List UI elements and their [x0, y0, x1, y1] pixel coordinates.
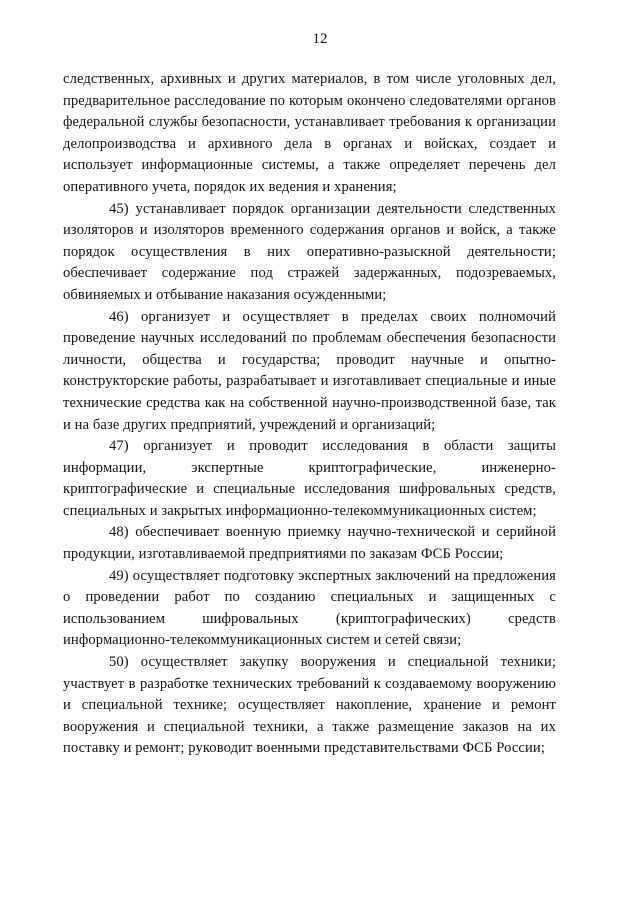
- paragraph-item-46: 46) организует и осуществляет в пределах своих полномочий проведение научных исследований по проблемам обеспечения безопасности личности, общества и государства; проводит научные и опытно-конструкторские работы, разрабатывает и изготавливает специальные и иные технические средства как на собственной научно-производственной базе, так и на базе других предприятий, учреждений и организаций;: [63, 308, 556, 433]
- paragraph-continuation: следственных, архивных и других материалов, в том числе уголовных дел, предварительное расследование по которым окончено следователями органов федеральной службы безопасности, устанавливает требования к организации делопроизводства и архивного дела в органах и войсках, создает и использует информационные системы, а также определяет перечень дел оперативного учета, порядок их ведения и хранения;: [63, 71, 556, 195]
- paragraph-item-49: 49) осуществляет подготовку экспертных заключений на предложения о проведении работ по созданию специальных и защищенных с использованием шифровальных (криптографических) средств информационно-телекоммуникационных систем и сетей связи;: [63, 567, 556, 649]
- page-number: 12: [312, 31, 328, 47]
- paragraph-item-45: 45) устанавливает порядок организации деятельности следственных изоляторов и изоляторов временного содержания органов и войск, а также порядок осуществления в них оперативно-разыскной деятельности; обеспечивает содержание под стражей задержанных, подозреваемых, обвиняемых и отбывание наказания осужденными;: [63, 200, 556, 303]
- document-body: [63, 69, 556, 760]
- paragraph-item-50: 50) осуществляет закупку вооружения и специальной техники; участвует в разработке технических требований к создаваемому вооружению и специальной технике; осуществляет накопление, хранение и ремонт вооружения и специальной техники, а также размещение заказов на их поставку и ремонт; руководит военными представительствами ФСБ России;: [63, 654, 556, 757]
- paragraph-item-47: 47) организует и проводит исследования в области защиты информации, экспертные криптографические, инженерно-криптографические и специальные исследования шифровальных средств, специальных и закрытых информационно-телекоммуникационных систем;: [63, 438, 556, 519]
- paragraph-item-48: 48) обеспечивает военную приемку научно-технической и серийной продукции, изготавливаемой предприятиями по заказам ФСБ России;: [63, 524, 556, 563]
